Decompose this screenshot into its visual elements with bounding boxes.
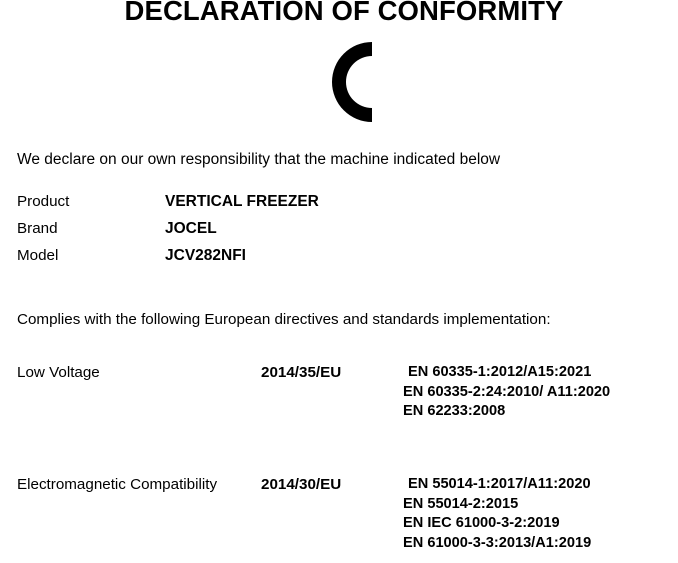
model-value: JCV282NFI xyxy=(165,247,246,264)
standard-item: EN 60335-2:24:2010/ A11:2020 xyxy=(403,383,611,400)
standards-list xyxy=(403,475,591,553)
directive-number: 2014/30/EU xyxy=(261,476,342,493)
brand-label: Brand xyxy=(17,220,58,237)
directive-name: Electromagnetic Compatibility xyxy=(17,476,218,493)
standard-item: EN 55014-1:2017/A11:2020 xyxy=(408,476,591,492)
ce-mark-icon xyxy=(330,40,430,124)
intro-statement: We declare on our own responsibility that the machine indicated below xyxy=(17,151,501,168)
table-row xyxy=(17,246,517,273)
table-row xyxy=(17,219,517,246)
standard-item: EN IEC 61000-3-2:2019 xyxy=(403,515,560,531)
standards-list xyxy=(403,363,610,422)
standard-item: EN 55014-2:2015 xyxy=(403,495,519,512)
directive-number: 2014/35/EU xyxy=(261,364,342,381)
compliance-statement: Complies with the following European directives and standards implementation: xyxy=(17,311,551,328)
standard-item: EN 60335-1:2012/A15:2021 xyxy=(408,364,592,380)
standard-item: EN 62233:2008 xyxy=(403,403,506,419)
model-label: Model xyxy=(17,247,59,264)
brand-value: JOCEL xyxy=(165,220,217,237)
product-label: Product xyxy=(17,193,70,210)
product-value: VERTICAL FREEZER xyxy=(165,193,319,210)
directive-name: Low Voltage xyxy=(17,364,100,381)
table-row xyxy=(17,192,517,219)
page-title: DECLARATION OF CONFORMITY xyxy=(124,0,564,26)
product-info-table xyxy=(17,192,517,273)
standard-item: EN 61000-3-3:2013/A1:2019 xyxy=(403,534,592,551)
